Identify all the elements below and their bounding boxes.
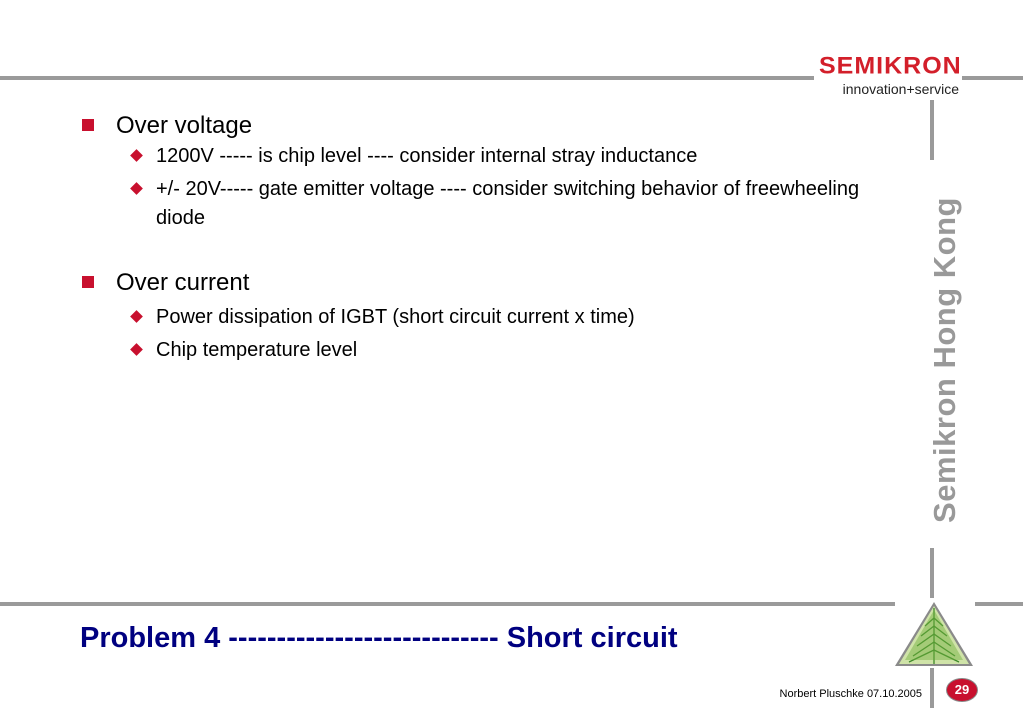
side-rule-bottom [930,668,934,708]
top-rule-right [962,76,1023,80]
section-heading: Over voltage [116,112,253,139]
semikron-logo [819,52,962,97]
bottom-rule-right [975,602,1023,606]
side-rule-upper [930,100,934,160]
bullet-level1 [80,110,880,142]
logo-tagline: innovation+service [842,81,959,97]
bullet-level2 [80,336,880,365]
bullet-text: Power dissipation of IGBT (short circuit current x time) [156,306,635,328]
bullet-level1 [80,267,880,299]
section-heading: Over current [116,269,250,296]
bullet-level2 [80,175,880,233]
diamond-bullet-icon [130,343,143,356]
slide-content [80,110,880,399]
diamond-bullet-icon [130,310,143,323]
diamond-bullet-icon [130,149,143,162]
tree-icon [893,600,975,672]
logo-wordmark: SEMIKRON [819,52,962,80]
footer-author-date: Norbert Pluschke 07.10.2005 [779,688,922,700]
page-number-badge: 29 [946,678,978,702]
square-bullet-icon [82,119,94,131]
diamond-bullet-icon [130,182,143,195]
section-over-voltage [80,110,880,233]
bullet-level2 [80,142,880,171]
square-bullet-icon [82,276,94,288]
bullet-text: Chip temperature level [156,339,358,361]
top-rule-left [0,76,814,80]
side-rule-lower [930,548,934,598]
slide-title: Problem 4 ---------------------------- Short circuit [80,622,678,654]
bullet-text: +/- 20V----- gate emitter voltage ---- consider switching behavior of freewheeling diode [156,178,860,229]
bullet-level2 [80,303,880,332]
bottom-rule-left [0,602,895,606]
section-over-current [80,267,880,365]
bullet-text: 1200V ----- is chip level ---- consider internal stray inductance [156,145,698,167]
vertical-company-title: Semikron Hong Kong [927,197,962,523]
